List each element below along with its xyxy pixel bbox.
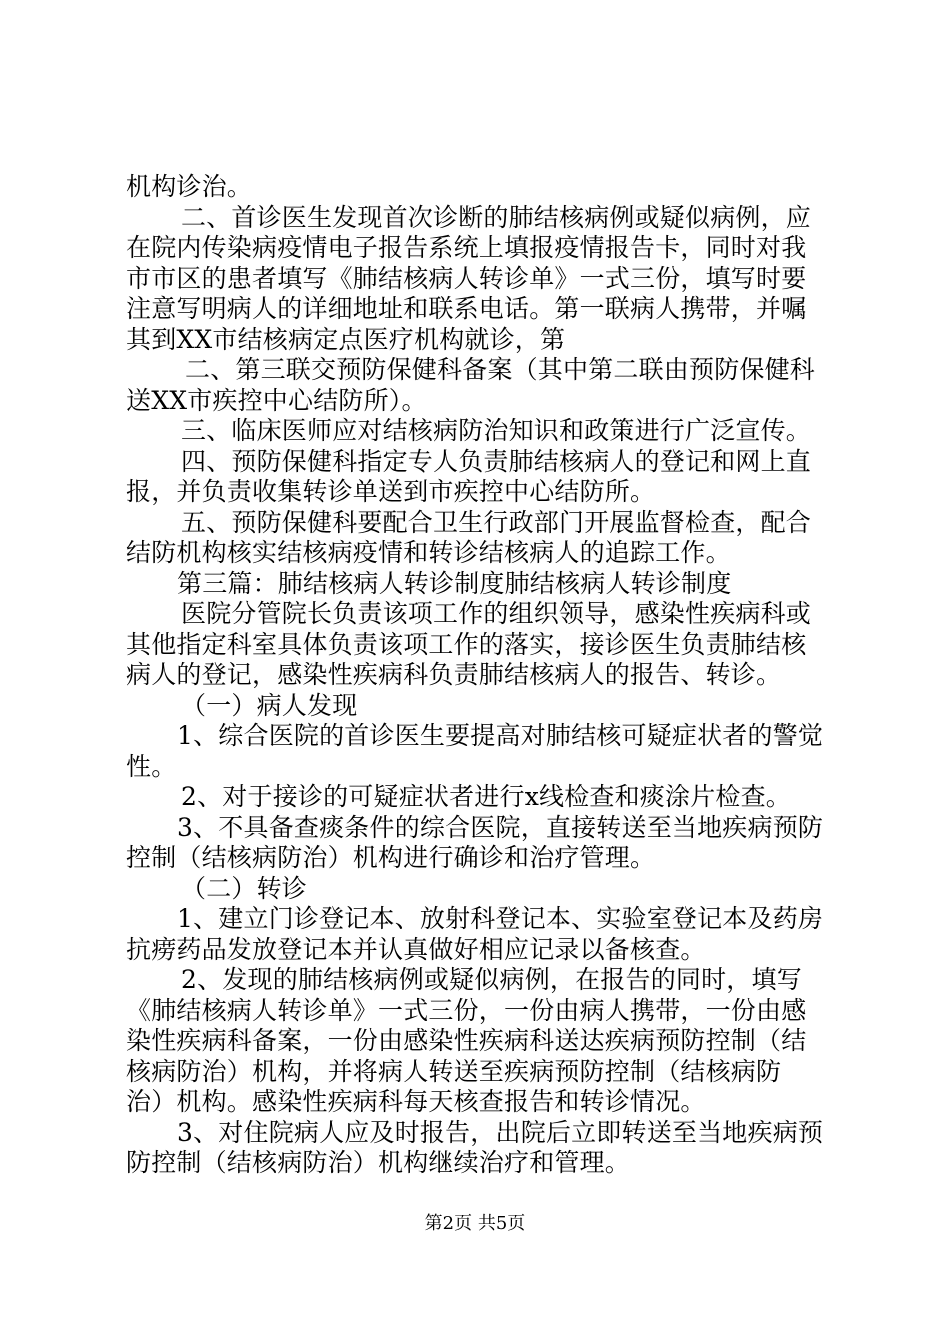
text-line-22: 3、不具备查痰条件的综合医院，直接转送至当地疾病预防 [177,813,824,842]
text-line-12: 五、预防保健科要配合卫生行政部门开展监督检查，配合 [181,508,812,537]
text-line-4: 市市区的患者填写《肺结核病人转诊单》一式三份，填写时要 [126,264,807,293]
text-line-8: 送XX市疾控中心结防所）。 [126,386,427,415]
text-line-27: 2、发现的肺结核病例或疑似病例，在报告的同时，填写 [181,965,802,994]
text-line-11: 报，并负责收集转诊单送到市疾控中心结防所。 [126,477,656,506]
text-line-6: 其到XX市结核病定点医疗机构就诊，第 [126,325,566,354]
text-line-31: 治）机构。感染性疾病科每天核查报告和转诊情况。 [126,1087,706,1116]
subheading-patient-discovery: （一）病人发现 [181,691,358,720]
text-line-5: 注意写明病人的详细地址和联系电话。第一联病人携带，并嘱 [126,294,807,323]
text-line-33: 防控制（结核病防治）机构继续治疗和管理。 [126,1148,631,1177]
text-line-7: 二、第三联交预防保健科备案（其中第二联由预防保健科 [185,355,816,384]
text-line-9: 三、临床医师应对结核病防治知识和政策进行广泛宣传。 [181,416,812,445]
section-heading-chapter-3: 第三篇：肺结核病人转诊制度肺结核病人转诊制度 [177,569,732,598]
text-line-20: 性。 [126,752,177,781]
text-line-28: 《肺结核病人转诊单》一式三份，一份由病人携带，一份由感 [126,996,807,1025]
text-line-19: 1、综合医院的首诊医生要提高对肺结核可疑症状者的警觉 [177,721,824,750]
text-line-3: 在院内传染病疫情电子报告系统上填报疫情报告卡，同时对我 [126,233,807,262]
text-line-30: 核病防治）机构，并将病人转送至疾病预防控制（结核病防 [126,1057,782,1086]
text-line-15: 医院分管院长负责该项工作的组织领导，感染性疾病科或 [181,599,812,628]
text-line-17: 病人的登记，感染性疾病科负责肺结核病人的报告、转诊。 [126,660,782,689]
text-line-26: 抗痨药品发放登记本并认真做好相应记录以备核查。 [126,935,706,964]
text-line-1: 机构诊治。 [126,172,253,201]
text-line-29: 染性疾病科备案，一份由感染性疾病科送达疾病预防控制（结 [126,1026,807,1055]
subheading-referral: （二）转诊 [181,874,308,903]
text-line-13: 结防机构核实结核病疫情和转诊结核病人的追踪工作。 [126,538,731,567]
text-line-32: 3、对住院病人应及时报告，出院后立即转送至当地疾病预 [177,1118,824,1147]
text-line-2: 二、首诊医生发现首次诊断的肺结核病例或疑似病例，应 [181,203,812,232]
text-line-25: 1、建立门诊登记本、放射科登记本、实验室登记本及药房 [177,904,824,933]
page-footer: 第2页 共5页 [424,1213,526,1234]
text-line-16: 其他指定科室具体负责该项工作的落实，接诊医生负责肺结核 [126,630,807,659]
text-line-21: 2、对于接诊的可疑症状者进行x线检查和痰涂片检查。 [181,782,792,811]
text-line-10: 四、预防保健科指定专人负责肺结核病人的登记和网上直 [181,447,812,476]
text-line-23: 控制（结核病防治）机构进行确诊和治疗管理。 [126,843,656,872]
